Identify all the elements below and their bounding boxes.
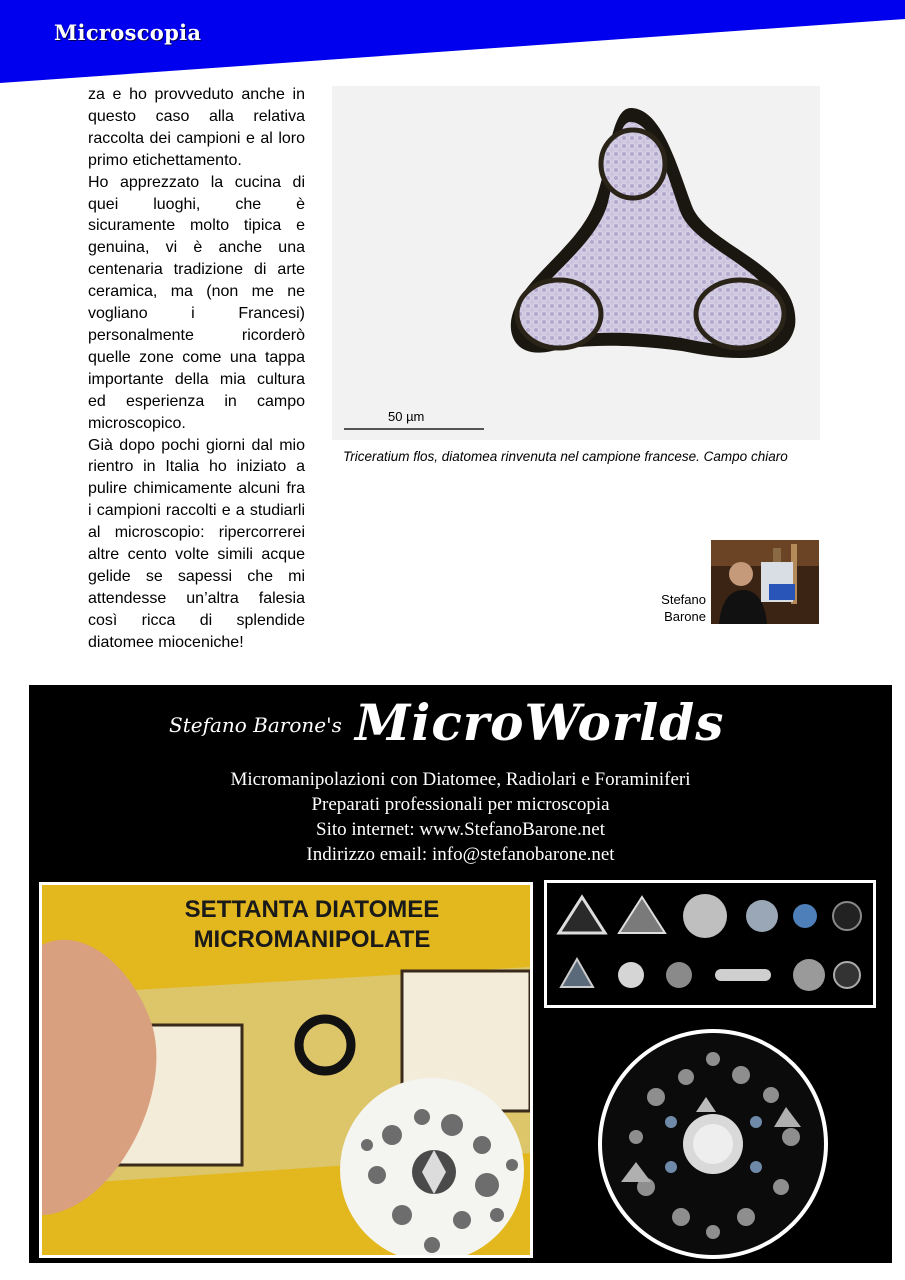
microworlds-advertisement — [29, 685, 892, 1263]
ad-text-lines — [29, 767, 892, 867]
diatom-photo — [332, 86, 820, 440]
ad-line-services: Micromanipolazioni con Diatomee, Radiolari e Foraminiferi — [230, 769, 691, 790]
ad-line-preparations: Preparati professionali per microscopia — [311, 794, 610, 815]
author-first-name: Stefano — [661, 592, 706, 607]
diatom-strip — [544, 880, 876, 1008]
section-title: Microscopia — [54, 20, 202, 45]
scale-bar — [344, 428, 484, 430]
article-paragraph-2: Ho apprezzato la cucina di quei luoghi, che è sicuramente molto tipica e genuina, vi è anche una centenaria tradizione di arte ceramica, ma (non me ne vogliano i Francesi) personalmente ricorderò quelle zone come una tappa importante della mia cultura ed esperienza in campo microscopico. — [88, 173, 305, 432]
diatom-strip-image — [547, 883, 873, 1005]
author-name — [620, 592, 706, 625]
ad-line-email: Indirizzo email: info@stefanobarone.net — [306, 844, 615, 865]
promo-photo — [39, 882, 533, 1258]
diatom-arrangement-image — [596, 1027, 830, 1261]
article-paragraph-3: Già dopo pochi giorni dal mio rientro in Italia ho iniziato a pulire chimicamente alcuni fra i campioni raccolti e a studiarli al microscopio: ripercorrerei altre cento volte simili acque gelide se sapessi che mi attendesse un’altra falesia così ricca di splendide diatomee mioceniche! — [88, 436, 305, 651]
author-last-name: Barone — [664, 608, 706, 624]
promo-title-line2: MICROMANIPOLATE — [193, 926, 431, 953]
triceratium-image — [332, 86, 820, 440]
promo-title-line1: SETTANTA DIATOMEE — [184, 896, 440, 923]
author-photo — [711, 540, 819, 624]
ad-line-website: Sito internet: www.StefanoBarone.net — [316, 819, 605, 840]
ad-brand-title: MicroWorlds — [355, 693, 725, 752]
article-paragraph-1: za e ho provveduto anche in questo caso alla relativa raccolta dei campioni e al loro primo etichettamento. — [88, 86, 305, 169]
scale-label: 50 µm — [388, 409, 425, 424]
author-portrait — [711, 540, 819, 624]
promo-title — [112, 895, 512, 955]
diatom-arrangement — [596, 1027, 830, 1261]
ad-brand-prefix: Stefano Barone's — [169, 713, 342, 737]
page-header — [0, 0, 905, 90]
header-band — [0, 0, 905, 90]
figure-caption: Triceratium flos, diatomea rinvenuta nel campione francese. Campo chiaro — [343, 449, 788, 464]
article-body — [88, 84, 305, 654]
